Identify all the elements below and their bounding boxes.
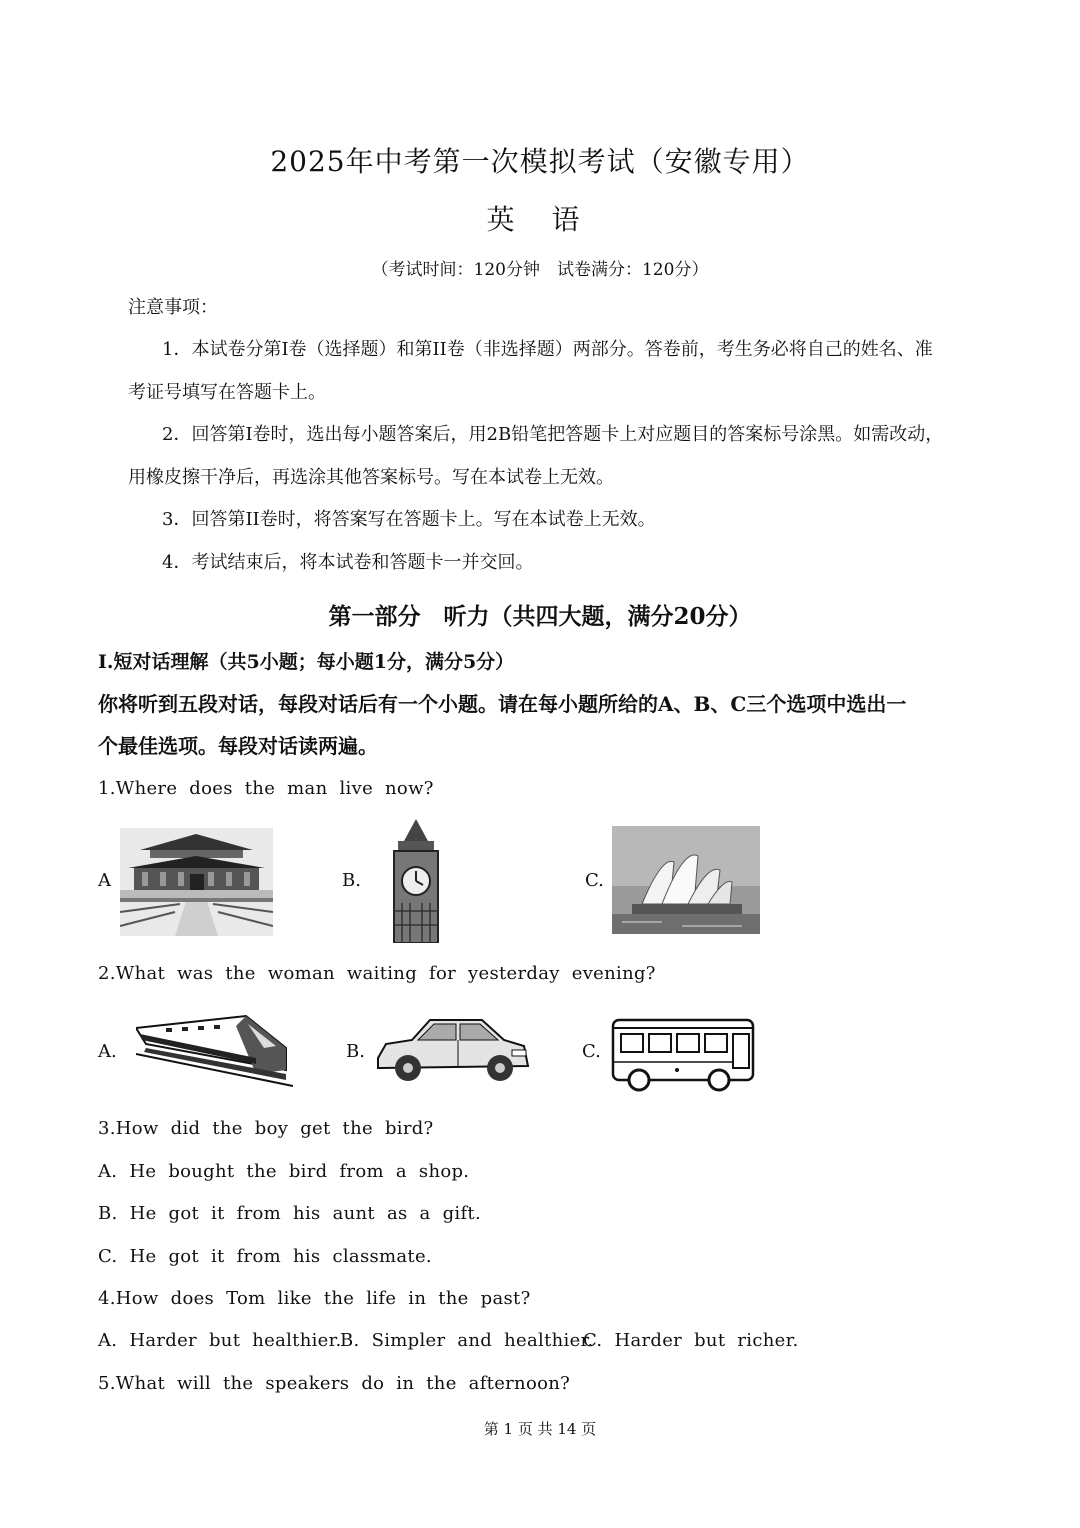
q3-option-c: C. He got it from his classmate. [98,1246,432,1267]
notice-item-4: 4．考试结束后，将本试卷和答题卡一并交回。 [162,552,534,573]
section-title: 第一部分 听力（共四大题，满分20分） [328,603,752,630]
q3-option-b: B. He got it from his aunt as a gift. [98,1203,481,1224]
page-footer: 第 1 页 共 14 页 [483,1420,597,1438]
big-ben-icon [376,819,456,943]
notice-item-1: 1．本试卷分第I卷（选择题）和第II卷（非选择题）两部分。答卷前，考生务必将自己的姓名、准 [162,339,933,360]
notice-item-2: 2．回答第I卷时，选出每小题答案后，用2B铅笔把答题卡上对应题目的答案标号涂黑。如需改动， [162,424,944,445]
part1-instruction-line1: 你将听到五段对话，每段对话后有一个小题。请在每小题所给的A、B、C三个选项中选出一 [98,692,907,716]
sydney-opera-house-icon [612,826,760,934]
notice-item-2-cont: 用橡皮擦干净后，再选涂其他答案标号。写在本试卷上无效。 [128,467,614,488]
question-4-stem: 4.How does Tom like the life in the past? [98,1288,531,1309]
part1-heading: I.短对话理解（共5小题；每小题1分，满分5分） [98,651,515,673]
q2-option-c-label: C. [582,1041,601,1062]
forbidden-city-icon [120,828,273,936]
part1-instruction-line2: 个最佳选项。每段对话读两遍。 [98,734,378,758]
train-icon [136,1008,293,1088]
q2-option-b-label: B. [346,1041,365,1062]
car-icon [372,1010,532,1090]
q3-option-a: A. He bought the bird from a shop. [98,1161,470,1182]
question-3-stem: 3.How did the boy get the bird? [98,1118,434,1139]
notice-item-3: 3．回答第II卷时，将答案写在答题卡上。写在本试卷上无效。 [162,509,656,530]
notice-item-1-cont: 考证号填写在答题卡上。 [128,382,326,403]
subject-title: 英 语 [486,203,594,236]
q4-option-c: C. Harder but richer. [583,1330,799,1351]
q2-option-a-label: A. [98,1041,117,1062]
bus-icon [609,1014,761,1094]
question-1-stem: 1.Where does the man live now? [98,778,434,799]
q4-option-b: B. Simpler and healthier. [340,1330,594,1351]
exam-time-info: （考试时间：120分钟 试卷满分：120分） [371,260,709,280]
notice-heading: 注意事项： [128,297,218,318]
exam-title: 2025年中考第一次模拟考试（安徽专用） [270,145,810,178]
question-2-stem: 2.What was the woman waiting for yesterday evening? [98,963,656,984]
q4-option-a: A. Harder but healthier. [98,1330,342,1351]
q1-option-a-label: A [98,870,111,891]
question-5-stem: 5.What will the speakers do in the afternoon? [98,1373,571,1394]
q1-option-b-label: B. [342,870,361,891]
q1-option-c-label: C. [585,870,604,891]
